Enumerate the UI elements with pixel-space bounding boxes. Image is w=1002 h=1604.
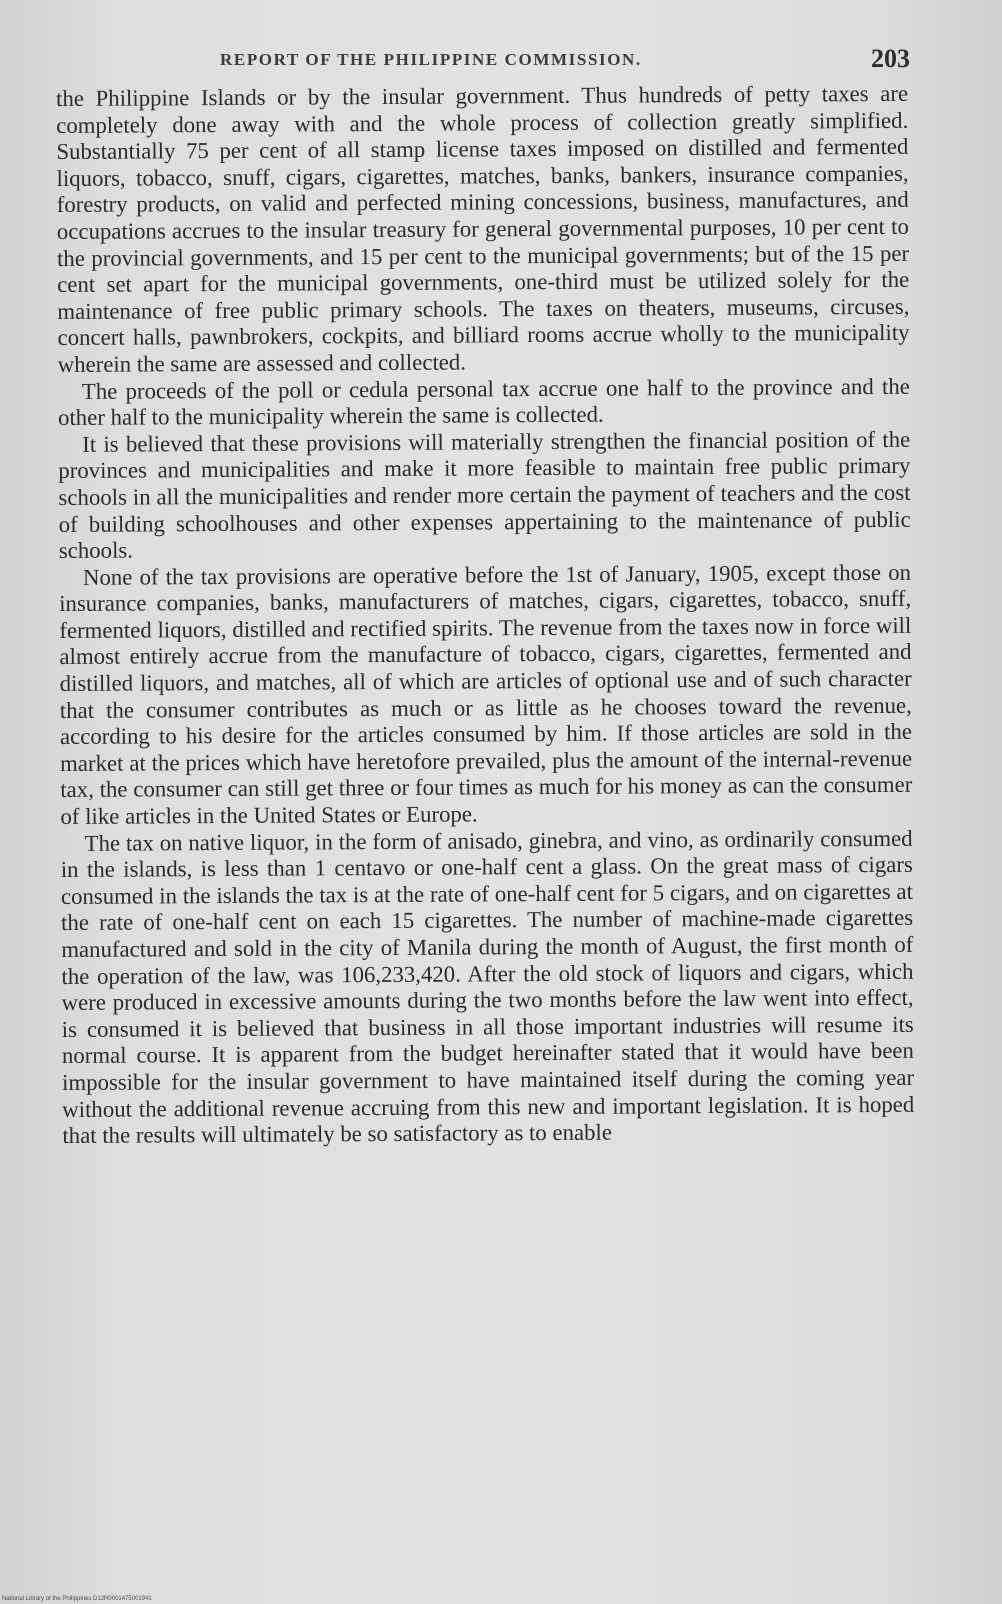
scan-credit: National Library of the Philippines D12R0001475001941 (2, 1596, 152, 1602)
paragraph-operative-provisions: None of the tax provisions are operative before the 1st of January, 1905, except those on insurance companies, banks, manufacturers of matches, cigars, cigarettes, tobacco, snuff, fermented liquors, distilled and rectified spirits. The revenue from the taxes now in force will almost entirely accrue from the manufacture of tobacco, cigars, cigarettes, fermented and distilled liquors, and matches, all of which are articles of optional use and of such character that the consumer contributes as much or as little as he chooses toward the revenue, according to his desire for the articles consumed by him. If those articles are sold in the market at the prices which have heretofore prevailed, plus the amount of the internal-revenue tax, the consumer can still get three or four times as much for his money as can the consumer of like articles in the United States or Europe. (59, 559, 913, 830)
paragraph-cedula-tax: The proceeds of the poll or cedula personal tax accrue one half to the province and the other half to the municipality wherein the same is collected. (57, 373, 910, 431)
page-number: 203 (871, 44, 910, 73)
running-title: REPORT OF THE PHILIPPINE COMMISSION. (220, 50, 642, 69)
paragraph-tax-distribution: the Philippine Islands or by the insular government. Thus hundreds of petty taxes are completely done away with and the whole process of collection greatly simplified. Substantially 75 per cent of all stamp license taxes imposed on distilled and fermented liquors, tobacco, snuff, cigars, cigarettes, matches, banks, bankers, insurance companies, forestry products, on valid and perfected mining concessions, business, manufactures, and occupations accrues to the insular treasury for general governmental purposes, 10 per cent to the provincial governments, and 15 per cent to the municipal governments; but of the 15 per cent set apart for the municipal governments, one-third must be utilized solely for the maintenance of free public primary schools. The taxes on theaters, museums, circuses, concert halls, pawnbrokers, cockpits, and billiard rooms accrue wholly to the municipality wherein the same are assessed and collected. (56, 80, 910, 377)
paragraph-school-funding: It is believed that these provisions will materially strengthen the financial position of the provinces and municipalities and make it more feasible to maintain free public primary schools in all the municipalities and render more certain the payment of teachers and the cost of building schoolhouses and other expenses appertaining to the maintenance of public schools. (58, 426, 911, 564)
page-header (70, 44, 910, 82)
body-text (56, 81, 917, 1526)
paragraph-native-liquor-tax: The tax on native liquor, in the form of anisado, ginebra, and vino, as ordinarily consumed in the islands, is less than 1 centavo or one-half cent a glass. On the great mass of cigars consumed in the islands the tax is at the rate of one-half cent for 5 cigars, and on cigarettes at the rate of one-half cent on each 15 cigarettes. The number of machine-made cigarettes manufactured and sold in the city of Manila during the month of August, the first month of the operation of the law, was 106,233,420. After the old stock of liquors and cigars, which were produced in excessive amounts during the two months before the law went into effect, is consumed it is believed that business in all those important industries will resume its normal course. It is apparent from the budget hereinafter stated that it would have been impossible for the insular government to have maintained itself during the coming year without the additional revenue accruing from this new and important legislation. It is hoped that the results will ultimately be so satisfactory as to enable (60, 825, 915, 1149)
